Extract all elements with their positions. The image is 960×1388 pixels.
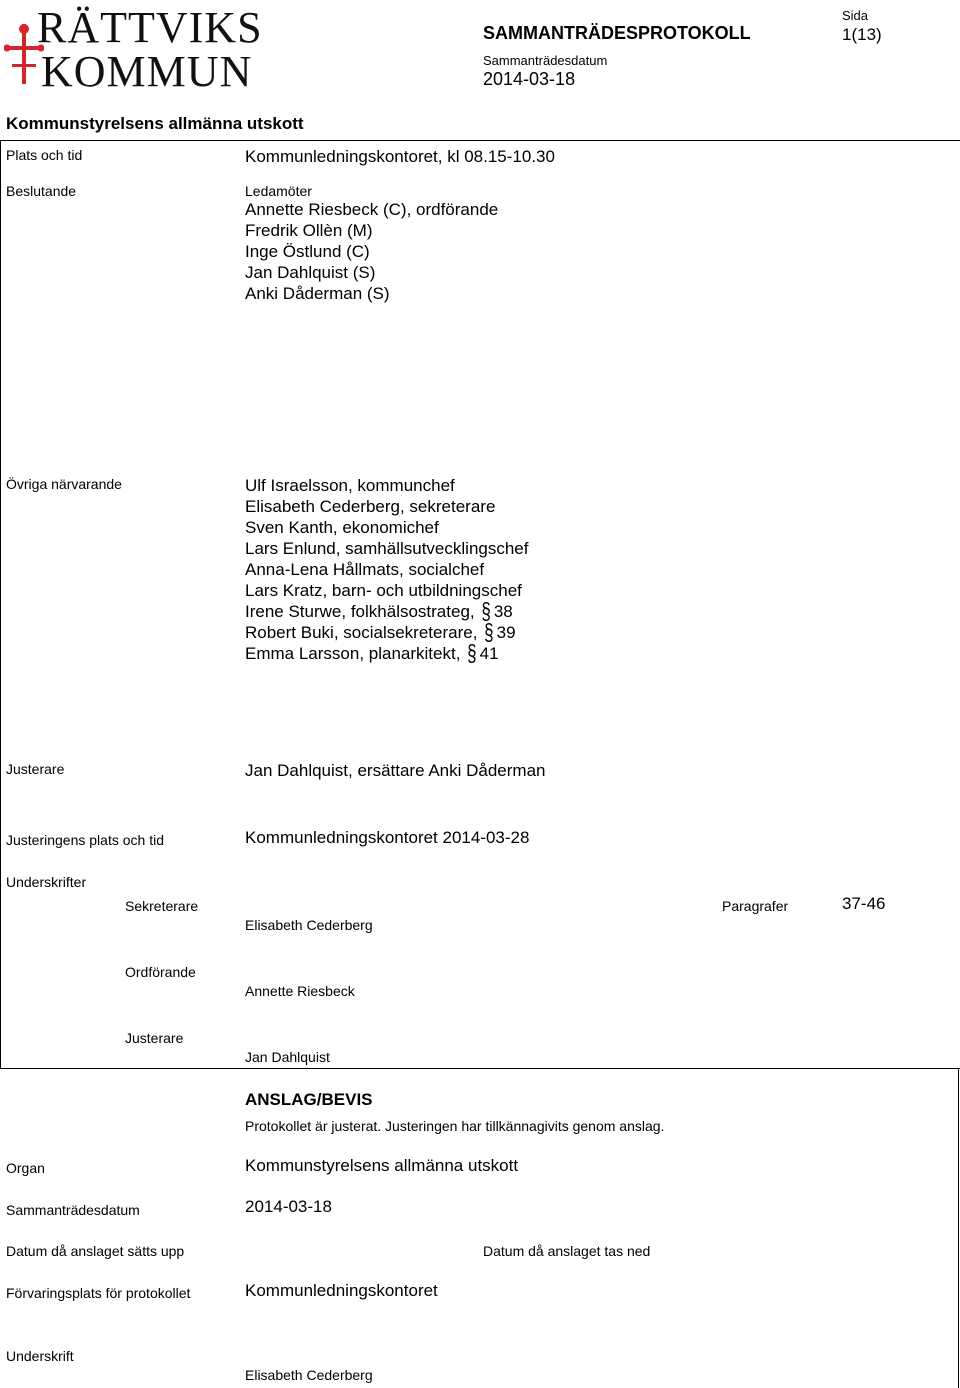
attendee-item: Ulf Israelsson, kommunchef [245, 476, 455, 495]
frame-right-line [958, 1068, 959, 1388]
logo-line1: RÄTTVIKS [37, 3, 263, 52]
member-item: Inge Östlund (C) [245, 242, 370, 261]
paragraph-ref: § 38 [479, 602, 512, 621]
attendee-item: Elisabeth Cederberg, sekreterare [245, 497, 496, 516]
attendee-item: Emma Larsson, planarkitekt, § 41 [245, 643, 528, 664]
beslutande-label: Beslutande [6, 183, 77, 199]
meeting-date-label: Sammanträdesdatum [483, 53, 608, 68]
paragrafer-value: 37-46 [842, 894, 886, 913]
kommun-logo [4, 2, 266, 98]
frame-left-line [0, 140, 1, 1068]
place-label: Plats och tid [6, 147, 83, 163]
attendee-item: Robert Buki, socialsekreterare, § 39 [245, 622, 528, 643]
anslag-title: ANSLAG/BEVIS [245, 1090, 373, 1109]
removed-date-label: Datum då anslaget tas ned [483, 1243, 651, 1259]
page-label: Sida [842, 8, 869, 23]
justering-value: Kommunledningskontoret 2014-03-28 [245, 828, 530, 847]
signature-justerare-name: Jan Dahlquist [245, 1049, 330, 1065]
underskrift-name: Elisabeth Cederberg [245, 1367, 373, 1383]
page-number: 1(13) [842, 25, 882, 44]
justerare-label: Justerare [6, 761, 65, 777]
anslag-text: Protokollet är justerat. Justeringen har tillkännagivits genom anslag. [245, 1118, 665, 1134]
justerare-value: Jan Dahlquist, ersättare Anki Dåderman [245, 761, 546, 780]
storage-label: Förvaringsplats för protokollet [6, 1285, 191, 1301]
signatures-label: Underskrifter [6, 874, 87, 890]
posted-date-label: Datum då anslaget sätts upp [6, 1243, 185, 1259]
signature-justerare-label: Justerare [125, 1030, 184, 1046]
member-item: Anki Dåderman (S) [245, 284, 390, 303]
attendee-item: Lars Enlund, samhällsutvecklingschef [245, 539, 529, 558]
paragrafer-label: Paragrafer [722, 898, 789, 914]
paragraph-ref: § 41 [465, 644, 498, 663]
attendee-item: Anna-Lena Hållmats, socialchef [245, 560, 485, 579]
ovriga-list [245, 475, 528, 664]
frame-top-line [0, 140, 960, 141]
organ-label: Organ [6, 1160, 45, 1176]
meeting-date: 2014-03-18 [483, 69, 576, 89]
storage-value: Kommunledningskontoret [245, 1281, 438, 1300]
member-item: Jan Dahlquist (S) [245, 263, 376, 282]
organ-value: Kommunstyrelsens allmänna utskott [245, 1156, 519, 1175]
paragraph-ref: § 39 [482, 623, 515, 642]
frame-divider-line [0, 1068, 960, 1069]
place-value: Kommunledningskontoret, kl 08.15-10.30 [245, 147, 555, 166]
underskrift-label: Underskrift [6, 1348, 74, 1364]
committee-title: Kommunstyrelsens allmänna utskott [6, 114, 304, 133]
ordforande-name: Annette Riesbeck [245, 983, 355, 999]
attendee-item: Sven Kanth, ekonomichef [245, 518, 439, 537]
attendee-item: Lars Kratz, barn- och utbildningschef [245, 581, 522, 600]
anslag-date-label: Sammanträdesdatum [6, 1202, 140, 1218]
sekreterare-label: Sekreterare [125, 898, 199, 914]
anslag-date-value: 2014-03-18 [245, 1197, 332, 1216]
attendee-item: Irene Sturwe, folkhälsostrateg, § 38 [245, 601, 528, 622]
justering-label: Justeringens plats och tid [6, 832, 164, 848]
sekreterare-name: Elisabeth Cederberg [245, 917, 373, 933]
ovriga-label: Övriga närvarande [6, 476, 122, 492]
members-heading: Ledamöter [245, 183, 312, 199]
members-list [245, 199, 498, 304]
member-item: Fredrik Ollèn (M) [245, 221, 373, 240]
ordforande-label: Ordförande [125, 964, 196, 980]
logo-line2: KOMMUN [41, 47, 253, 96]
document-title: SAMMANTRÄDESPROTOKOLL [483, 23, 751, 43]
member-item: Annette Riesbeck (C), ordförande [245, 200, 499, 219]
